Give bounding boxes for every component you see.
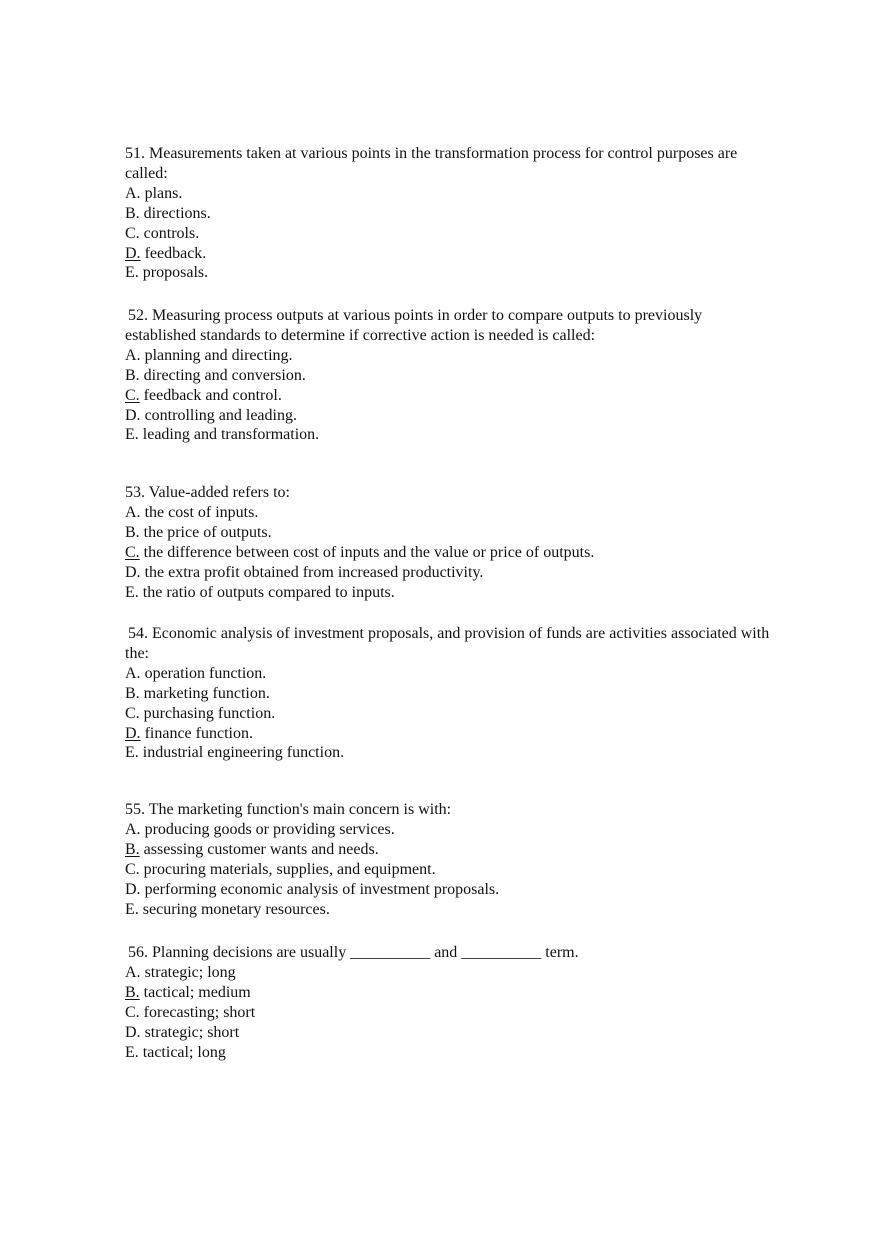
option-letter: E. <box>125 744 139 762</box>
question-text: Economic analysis of investment proposals, and provision of funds are activities associated with the: <box>125 625 770 662</box>
question-number: 55. <box>125 801 145 818</box>
option-text: the extra profit obtained from increased productivity. <box>144 563 484 581</box>
option-text: finance function. <box>144 724 253 742</box>
question-text: Measurements taken at various points in the transformation process for control purposes are called: <box>125 145 738 182</box>
option-text: performing economic analysis of investment proposals. <box>144 880 500 898</box>
option-letter: A. <box>125 963 141 981</box>
option-text: procuring materials, supplies, and equipment. <box>143 860 436 878</box>
option-text: the cost of inputs. <box>144 503 259 521</box>
option-text: directing and conversion. <box>143 366 306 384</box>
option-letter: E. <box>125 583 139 601</box>
option-text: proposals. <box>142 264 209 282</box>
option-d <box>125 563 775 583</box>
option-text: the ratio of outputs compared to inputs. <box>142 583 395 601</box>
option-letter: C. <box>125 704 140 722</box>
option-letter: C. <box>125 1003 140 1021</box>
option-text: tactical; long <box>142 1043 226 1061</box>
question-stem <box>125 306 775 346</box>
option-letter: D. <box>125 406 141 424</box>
option-letter: A. <box>125 503 141 521</box>
question-55 <box>125 800 775 919</box>
option-b <box>125 204 775 224</box>
option-a <box>125 346 775 366</box>
option-d <box>125 724 775 744</box>
question-51 <box>125 144 775 283</box>
option-text: forecasting; short <box>143 1003 256 1021</box>
option-e <box>125 1043 775 1063</box>
option-c <box>125 860 775 880</box>
option-text: tactical; medium <box>143 983 251 1001</box>
option-letter: B. <box>125 840 140 858</box>
option-c <box>125 543 775 563</box>
option-d <box>125 1023 775 1043</box>
option-text: industrial engineering function. <box>142 744 345 762</box>
question-56 <box>125 943 775 1062</box>
option-letter: D. <box>125 563 141 581</box>
option-text: directions. <box>143 204 211 222</box>
option-b <box>125 684 775 704</box>
option-text: marketing function. <box>143 684 270 702</box>
option-letter: D. <box>125 1023 141 1041</box>
option-letter: B. <box>125 204 140 222</box>
option-e <box>125 263 775 283</box>
option-letter: C. <box>125 386 140 404</box>
option-letter: C. <box>125 860 140 878</box>
option-text: planning and directing. <box>144 346 293 364</box>
option-text: the price of outputs. <box>143 523 272 541</box>
question-number: 56. <box>128 944 148 961</box>
question-text: Value-added refers to: <box>148 484 290 501</box>
option-letter: B. <box>125 523 140 541</box>
option-letter: B. <box>125 366 140 384</box>
option-letter: E. <box>125 426 139 444</box>
option-text: strategic; short <box>144 1023 240 1041</box>
question-number: 54. <box>128 625 148 642</box>
option-letter: E. <box>125 900 139 918</box>
option-letter: C. <box>125 224 140 242</box>
question-stem <box>125 624 775 664</box>
option-text: controlling and leading. <box>144 406 297 424</box>
option-letter: D. <box>125 724 141 742</box>
option-d <box>125 244 775 264</box>
option-text: the difference between cost of inputs and the value or price of outputs. <box>143 543 595 561</box>
option-text: plans. <box>144 184 183 202</box>
option-text: securing monetary resources. <box>142 900 330 918</box>
option-letter: E. <box>125 1043 139 1061</box>
option-letter: C. <box>125 543 140 561</box>
question-54 <box>125 624 775 763</box>
option-a <box>125 820 775 840</box>
option-text: purchasing function. <box>143 704 276 722</box>
option-c <box>125 704 775 724</box>
option-letter: A. <box>125 664 141 682</box>
option-letter: D. <box>125 244 141 262</box>
option-text: producing goods or providing services. <box>144 820 395 838</box>
option-c <box>125 224 775 244</box>
option-e <box>125 743 775 763</box>
option-letter: B. <box>125 684 140 702</box>
option-text: feedback. <box>144 244 207 262</box>
option-letter: E. <box>125 264 139 282</box>
question-number: 51. <box>125 145 145 162</box>
question-number: 53. <box>125 484 145 501</box>
option-text: operation function. <box>144 664 267 682</box>
question-number: 52. <box>128 307 148 324</box>
option-e <box>125 425 775 445</box>
question-text: Measuring process outputs at various points in order to compare outputs to previously established standards to determine if corrective action is needed is called: <box>125 307 703 344</box>
option-c <box>125 386 775 406</box>
option-text: controls. <box>143 224 200 242</box>
question-text: The marketing function's main concern is with: <box>148 801 452 818</box>
option-b <box>125 523 775 543</box>
question-text: Planning decisions are usually __________ and __________ term. <box>152 944 579 961</box>
option-text: strategic; long <box>144 963 236 981</box>
option-a <box>125 503 775 523</box>
option-letter: D. <box>125 880 141 898</box>
question-stem <box>125 943 775 963</box>
question-stem <box>125 144 775 184</box>
option-a <box>125 184 775 204</box>
option-e <box>125 583 775 603</box>
option-c <box>125 1003 775 1023</box>
option-letter: A. <box>125 346 141 364</box>
option-letter: B. <box>125 983 140 1001</box>
option-letter: A. <box>125 820 141 838</box>
option-b <box>125 983 775 1003</box>
option-b <box>125 366 775 386</box>
question-53 <box>125 483 775 602</box>
option-text: feedback and control. <box>143 386 282 404</box>
question-stem <box>125 800 775 820</box>
option-a <box>125 664 775 684</box>
option-text: assessing customer wants and needs. <box>143 840 379 858</box>
option-d <box>125 880 775 900</box>
option-e <box>125 900 775 920</box>
option-b <box>125 840 775 860</box>
option-letter: A. <box>125 184 141 202</box>
option-text: leading and transformation. <box>142 426 320 444</box>
question-stem <box>125 483 775 503</box>
option-a <box>125 963 775 983</box>
question-52 <box>125 306 775 445</box>
option-d <box>125 406 775 426</box>
